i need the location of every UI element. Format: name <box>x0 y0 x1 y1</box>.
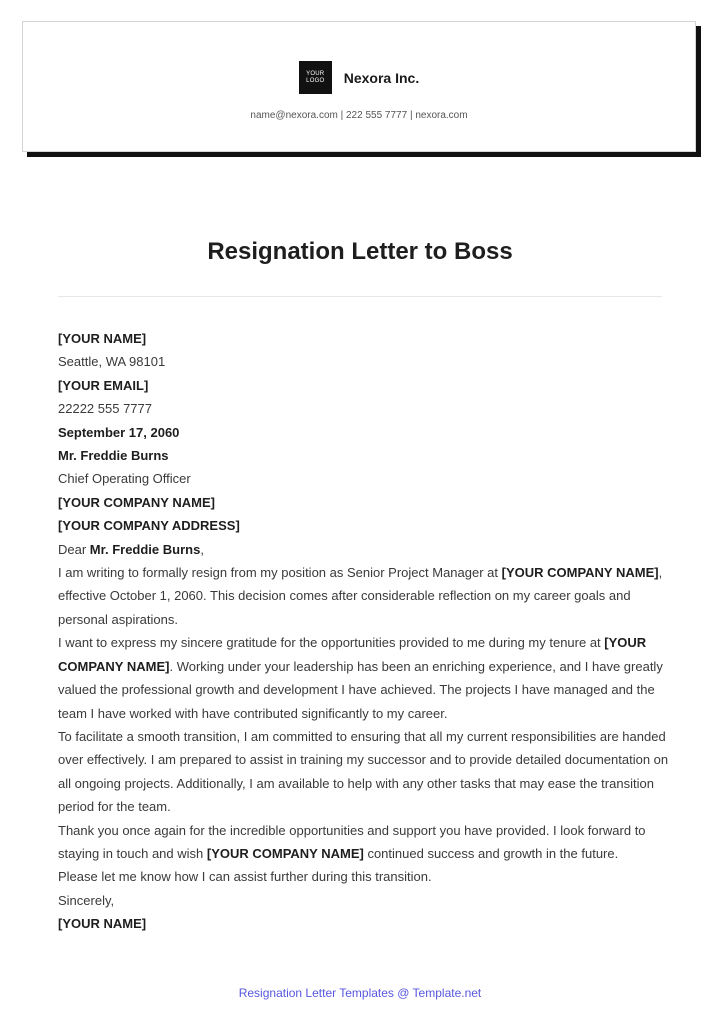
paragraph-resignation <box>58 561 670 631</box>
paragraph-text: Thank you once again for the incredible opportunities and support you have provided. I look forward to staying in touch and wish <box>58 822 646 861</box>
paragraph-assist: Please let me know how I can assist further during this transition. <box>58 869 432 885</box>
letter-body <box>58 327 670 936</box>
letter-date: September 17, 2060 <box>58 424 180 440</box>
salutation-prefix: Dear <box>58 541 90 557</box>
sender-name: [YOUR NAME] <box>58 331 147 346</box>
company-name-placeholder: [YOUR COMPANY NAME] <box>206 845 364 861</box>
letterhead <box>22 21 696 152</box>
paragraph-text: I am writing to formally resign from my position as Senior Project Manager at <box>58 565 502 581</box>
recipient-title: Chief Operating Officer <box>58 471 191 487</box>
footer-link[interactable]: Resignation Letter Templates @ Template.net <box>238 986 482 1000</box>
paragraph-thanks <box>58 819 670 866</box>
brand <box>23 61 695 94</box>
recipient-name: Mr. Freddie Burns <box>58 448 169 464</box>
recipient-company: [YOUR COMPANY NAME] <box>58 494 215 510</box>
sender-email: [YOUR EMAIL] <box>58 377 149 393</box>
title-divider <box>58 296 662 297</box>
closing: Sincerely, <box>58 892 115 908</box>
paragraph-text: , effective October 1, 2060. This decision comes after considerable reflection on my career goals and personal aspirations. <box>58 565 663 627</box>
paragraph-gratitude <box>58 631 670 725</box>
sender-phone: 22222 555 7777 <box>58 401 152 417</box>
paragraph-text: I want to express my sincere gratitude for the opportunities provided to me during my tenure at <box>58 635 605 651</box>
company-logo <box>299 61 332 94</box>
document-title: Resignation Letter to Boss <box>207 238 513 265</box>
salutation <box>58 538 670 561</box>
contact-info: name@nexora.com | 222 555 7777 | nexora.com <box>250 110 468 121</box>
salutation-suffix: , <box>200 541 204 557</box>
paragraph-text: continued success and growth in the future. <box>363 845 619 861</box>
paragraph-transition: To facilitate a smooth transition, I am committed to ensuring that all my current responsibilities are handed over effectively. I am prepared to assist in training my successor and to provide detailed documentation on all ongoing projects. Additionally, I am available to help with any other tasks that may ease the transition period for the team. <box>58 728 669 815</box>
paragraph-text: . Working under your leadership has been an enriching experience, and I have greatly valued the professional growth and development I have achieved. The projects I have managed and the team I have worked with have contributed significantly to my career. <box>58 658 663 721</box>
company-name-placeholder: [YOUR COMPANY NAME] <box>501 565 659 581</box>
logo-text-line2: LOGO <box>306 77 325 84</box>
company-name: Nexora Inc. <box>343 69 420 86</box>
company-name-placeholder: [YOUR COMPANY NAME] <box>58 635 647 674</box>
sender-city: Seattle, WA 98101 <box>58 354 166 370</box>
salutation-name: Mr. Freddie Burns <box>89 541 201 557</box>
logo-text-line1: YOUR <box>306 70 325 77</box>
recipient-address: [YOUR COMPANY ADDRESS] <box>58 518 240 534</box>
signature-name: [YOUR NAME] <box>58 916 147 932</box>
